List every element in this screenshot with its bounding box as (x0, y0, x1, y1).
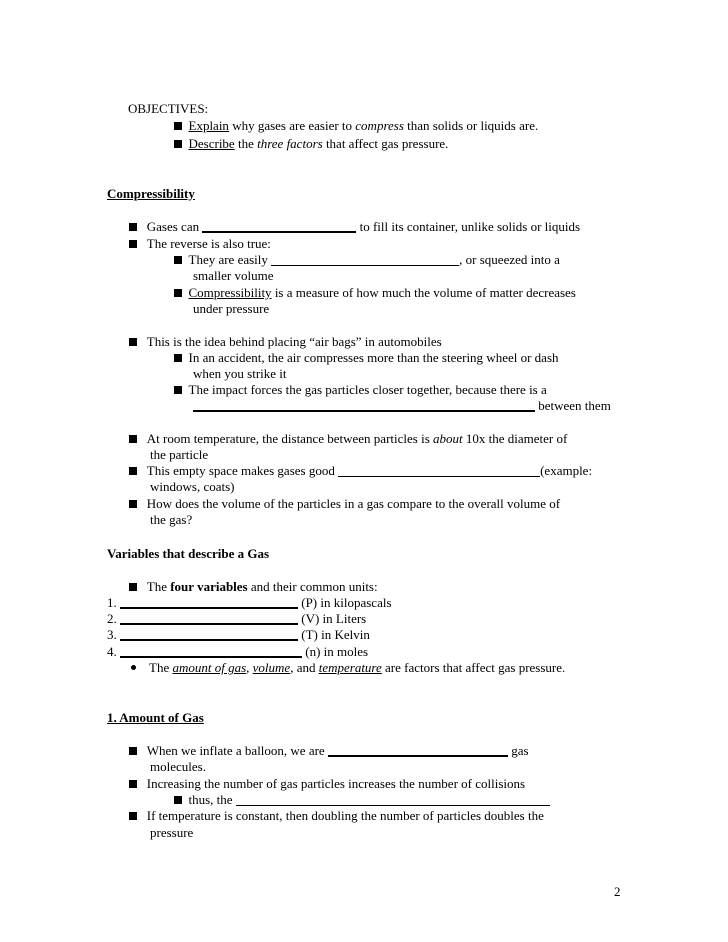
list-item: In an accident, the air compresses more than the steering wheel or dash (174, 350, 559, 366)
list-item: They are easily , or squeezed into a (174, 252, 560, 268)
list-item: The amount of gas, volume, and temperature are factors that affect gas pressure. (131, 660, 565, 676)
variables-heading: Variables that describe a Gas (107, 546, 270, 561)
list-item-continuation: under pressure (193, 301, 270, 316)
square-bullet-icon (174, 386, 182, 394)
square-bullet-icon (174, 289, 182, 297)
list-item-continuation: pressure (150, 825, 194, 840)
list-item-continuation: smaller volume (193, 268, 274, 283)
list-item: This is the idea behind placing “air bags” in automobiles (129, 334, 442, 350)
square-bullet-icon (129, 240, 137, 248)
list-item: The reverse is also true: (129, 236, 271, 252)
list-item: At room temperature, the distance between particles is about 10x the diameter of (129, 431, 567, 447)
variable-item: 1. (P) in kilopascals (107, 595, 392, 610)
square-bullet-icon (174, 796, 182, 804)
square-bullet-icon (129, 780, 137, 788)
square-bullet-icon (129, 583, 137, 591)
objectives-heading: OBJECTIVES: (128, 101, 209, 116)
square-bullet-icon (174, 122, 182, 130)
variable-item: 3. (T) in Kelvin (107, 627, 370, 642)
fill-in-blank (193, 398, 535, 412)
round-bullet-icon (131, 665, 136, 670)
square-bullet-icon (129, 747, 137, 755)
list-item-continuation: molecules. (150, 759, 206, 774)
list-item: How does the volume of the particles in a gas compare to the overall volume of (129, 496, 560, 512)
list-item-continuation: between them (193, 398, 611, 414)
fill-in-blank (120, 644, 302, 658)
list-item: This empty space makes gases good (example: (129, 463, 592, 479)
fill-in-blank (120, 595, 298, 609)
list-item-continuation: the gas? (150, 512, 193, 527)
fill-in-blank (120, 627, 298, 641)
square-bullet-icon (174, 140, 182, 148)
fill-in-blank (202, 219, 356, 233)
square-bullet-icon (129, 500, 137, 508)
list-item-continuation: the particle (150, 447, 209, 462)
square-bullet-icon (129, 223, 137, 231)
list-item-continuation: windows, coats) (150, 479, 235, 494)
fill-in-blank (328, 743, 508, 757)
list-item: Compressibility is a measure of how much the volume of matter decreases (174, 285, 576, 301)
list-item: Increasing the number of gas particles increases the number of collisions (129, 776, 525, 792)
variable-item: 4. (n) in moles (107, 644, 369, 659)
fill-in-blank (271, 253, 459, 266)
list-item: The impact forces the gas particles closer together, because there is a (174, 382, 547, 398)
square-bullet-icon (129, 467, 137, 475)
page-number: 2 (614, 884, 621, 899)
variable-item: 2. (V) in Liters (107, 611, 367, 626)
fill-in-blank (236, 793, 550, 806)
list-item: When we inflate a balloon, we are gas (129, 743, 529, 759)
objective-item: Explain why gases are easier to compress than solids or liquids are. (174, 118, 538, 134)
list-item: The four variables and their common units: (129, 579, 378, 595)
square-bullet-icon (174, 354, 182, 362)
fill-in-blank (338, 464, 540, 477)
list-item: If temperature is constant, then doubling the number of particles doubles the (129, 808, 544, 824)
list-item: thus, the (174, 792, 550, 808)
list-item-continuation: when you strike it (193, 366, 287, 381)
compressibility-heading: Compressibility (107, 186, 195, 201)
list-item: Gases can to fill its container, unlike solids or liquids (129, 219, 580, 235)
objective-item: Describe the three factors that affect gas pressure. (174, 136, 448, 152)
square-bullet-icon (129, 338, 137, 346)
square-bullet-icon (129, 812, 137, 820)
square-bullet-icon (174, 256, 182, 264)
fill-in-blank (120, 611, 298, 625)
amount-of-gas-heading: 1. Amount of Gas (107, 710, 204, 725)
square-bullet-icon (129, 435, 137, 443)
